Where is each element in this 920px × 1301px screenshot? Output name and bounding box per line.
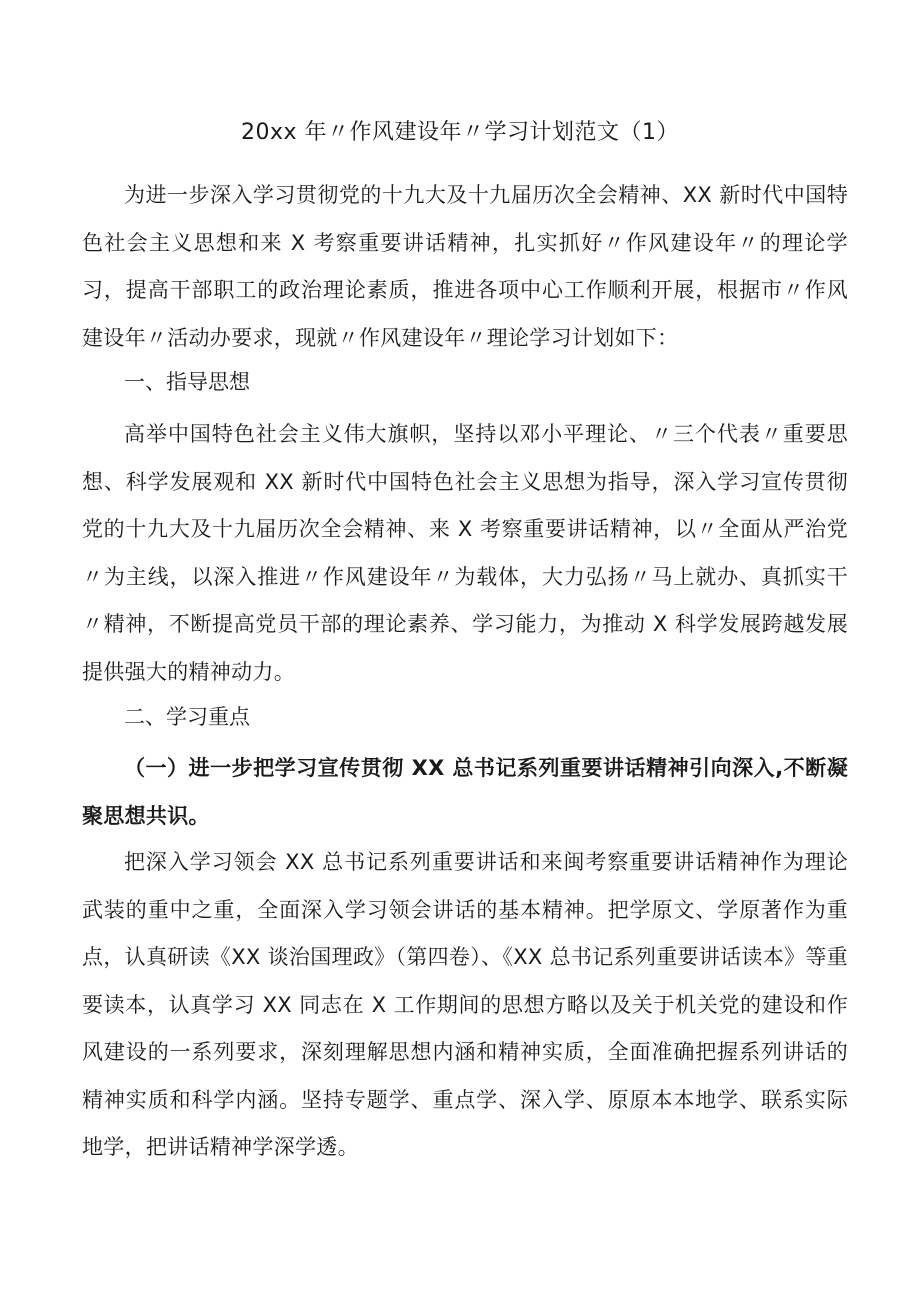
- guiding-thought-paragraph: 高举中国特色社会主义伟大旗帜，坚持以邓小平理论、〃三个代表〃重要思想、科学发展观和 XX 新时代中国特色社会主义思想为指导，深入学习宣传贯彻党的十九大及十九届历次全会精神、来 X 考察重要讲话精神，以〃全面从严治党〃为主线，以深入推进〃作风建设年〃为载体，大力弘扬〃马上就办、真抓实干〃精神，不断提高党员干部的理论素养、学习能力，为推动 X 科学发展跨越发展提供强大的精神动力。: [82, 422, 848, 684]
- document-title: 20xx 年〃作风建设年〃学习计划范文（1）: [240, 120, 680, 145]
- section-heading-guiding-thought: 一、指导思想: [124, 370, 250, 394]
- subsection-1-paragraph: 把深入学习领会 XX 总书记系列重要讲话和来闽考察重要讲话精神作为理论武装的重中之重，全面深入学习领会讲话的基本精神。把学原文、学原著作为重点，认真研读《XX 谈治国理政》（第四卷）、《XX 总书记系列重要讲话读本》等重要读本，认真学习 XX 同志在 X 工作期间的思想方略以及关于机关党的建设和作风建设的一系列要求，深刻理解思想内涵和精神实质，全面准确把握系列讲话的精神实质和科学内涵。坚持专题学、重点学、深入学、原原本本地学、联系实际地学，把讲话精神学深学透。: [82, 850, 848, 1159]
- section-heading-study-focus: 二、学习重点: [124, 705, 250, 729]
- subsection-heading-1: （一）进一步把学习宣传贯彻 XX 总书记系列重要讲话精神引向深入,不断凝聚思想共识。: [82, 756, 848, 828]
- intro-paragraph: 为进一步深入学习贯彻党的十九大及十九届历次全会精神、XX 新时代中国特色社会主义思想和来 X 考察重要讲话精神，扎实抓好〃作风建设年〃的理论学习，提高干部职工的政治理论素质，推进各项中心工作顺利开展，根据市〃作风建设年〃活动办要求，现就〃作风建设年〃理论学习计划如下：: [82, 183, 848, 350]
